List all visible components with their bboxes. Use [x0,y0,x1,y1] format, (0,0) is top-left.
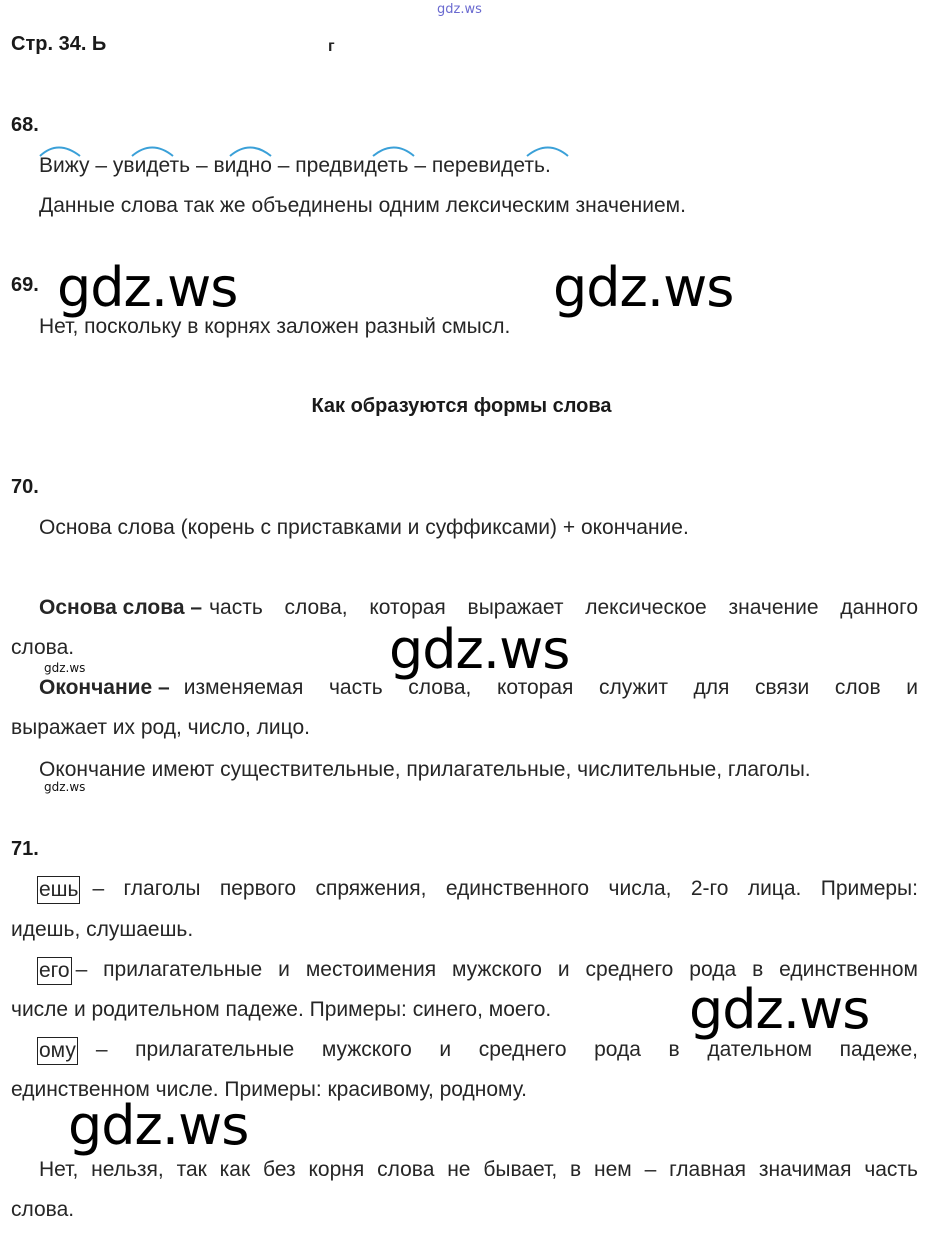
ending-box-omu: ому [37,1037,78,1065]
word-1: Вижу [39,154,90,177]
watermark-small-2: gdz.ws [44,780,86,794]
ending-box-esh: ешь [37,876,80,904]
dash: – [414,154,426,177]
ending-item-1-text: – глаголы первого спряжения, единственного числа, 2-го лица. Примеры: [92,877,918,900]
ending-item-1-line1 [37,876,918,904]
dash: – [195,154,208,177]
exercise-70-formula: Основа слова (корень с приставками и суффиксами) + окончание. [39,516,689,539]
definition-basis-line2: слова. [11,636,75,659]
exercise-71-conclusion-line2: слова. [11,1198,75,1221]
definition-ending-text: изменяемая часть слова, которая служит для связи слов и [183,676,918,699]
ending-item-3-line1 [37,1037,918,1065]
ending-item-3-line2: единственном числе. Примеры: красивому, родному. [11,1078,527,1101]
word-5: перевидеть [431,154,545,177]
word-3: видно [213,154,272,177]
section-title: Как образуются формы слова [311,395,612,417]
ending-item-1-line2: идешь, слушаешь. [11,918,194,941]
definition-basis-term: Основа слова – [39,596,203,619]
exercise-70-number: 70. [11,476,39,498]
definition-basis-text: часть слова, которая выражает лексическое значение данного [209,596,918,619]
watermark-3: gdz.ws [389,618,570,681]
ending-box-ego: его [37,957,72,985]
dash: – [95,154,108,177]
ending-item-3-text: – прилагательные мужского и среднего рода в дательном падеже, [95,1038,918,1061]
exercise-69-number: 69. [11,274,39,296]
watermark-2: gdz.ws [553,256,734,319]
definition-ending-line2: выражает их род, число, лицо. [11,716,310,739]
definition-ending-term: Окончание – [39,676,170,699]
period: . [544,154,551,177]
watermark-5: gdz.ws [68,1094,249,1157]
word-4: предвидеть [295,154,409,177]
definition-ending-note: Окончание имеют существительные, прилагательные, числительные, глаголы. [39,758,811,781]
watermark-small-1: gdz.ws [44,661,86,675]
watermark-4: gdz.ws [689,978,870,1041]
word-2: увидеть [112,154,191,177]
ending-item-2-text: – прилагательные и местоимения мужского и среднего рода в единственном [75,958,918,981]
ending-item-2-line2: числе и родительном падеже. Примеры: синего, моего. [11,998,552,1021]
exercise-68-number: 68. [11,114,39,136]
watermark-top: gdz.ws [437,2,482,17]
exercise-71-conclusion-line1: Нет, нельзя, так как без корня слова не бывает, в нем – главная значимая часть [39,1158,918,1181]
definition-ending-line1 [39,675,918,701]
watermark-1: gdz.ws [57,256,238,319]
exercise-71-number: 71. [11,838,39,860]
exercise-68-note: Данные слова так же объединены одним лексическим значением. [39,194,686,217]
exercise-69-text: Нет, поскольку в корнях заложен разный смысл. [39,315,511,338]
dash: – [277,154,290,177]
exercise-68-words [39,153,551,179]
page-header-mark: г [328,38,335,55]
page-header: Стр. 34. Ь [11,33,107,55]
